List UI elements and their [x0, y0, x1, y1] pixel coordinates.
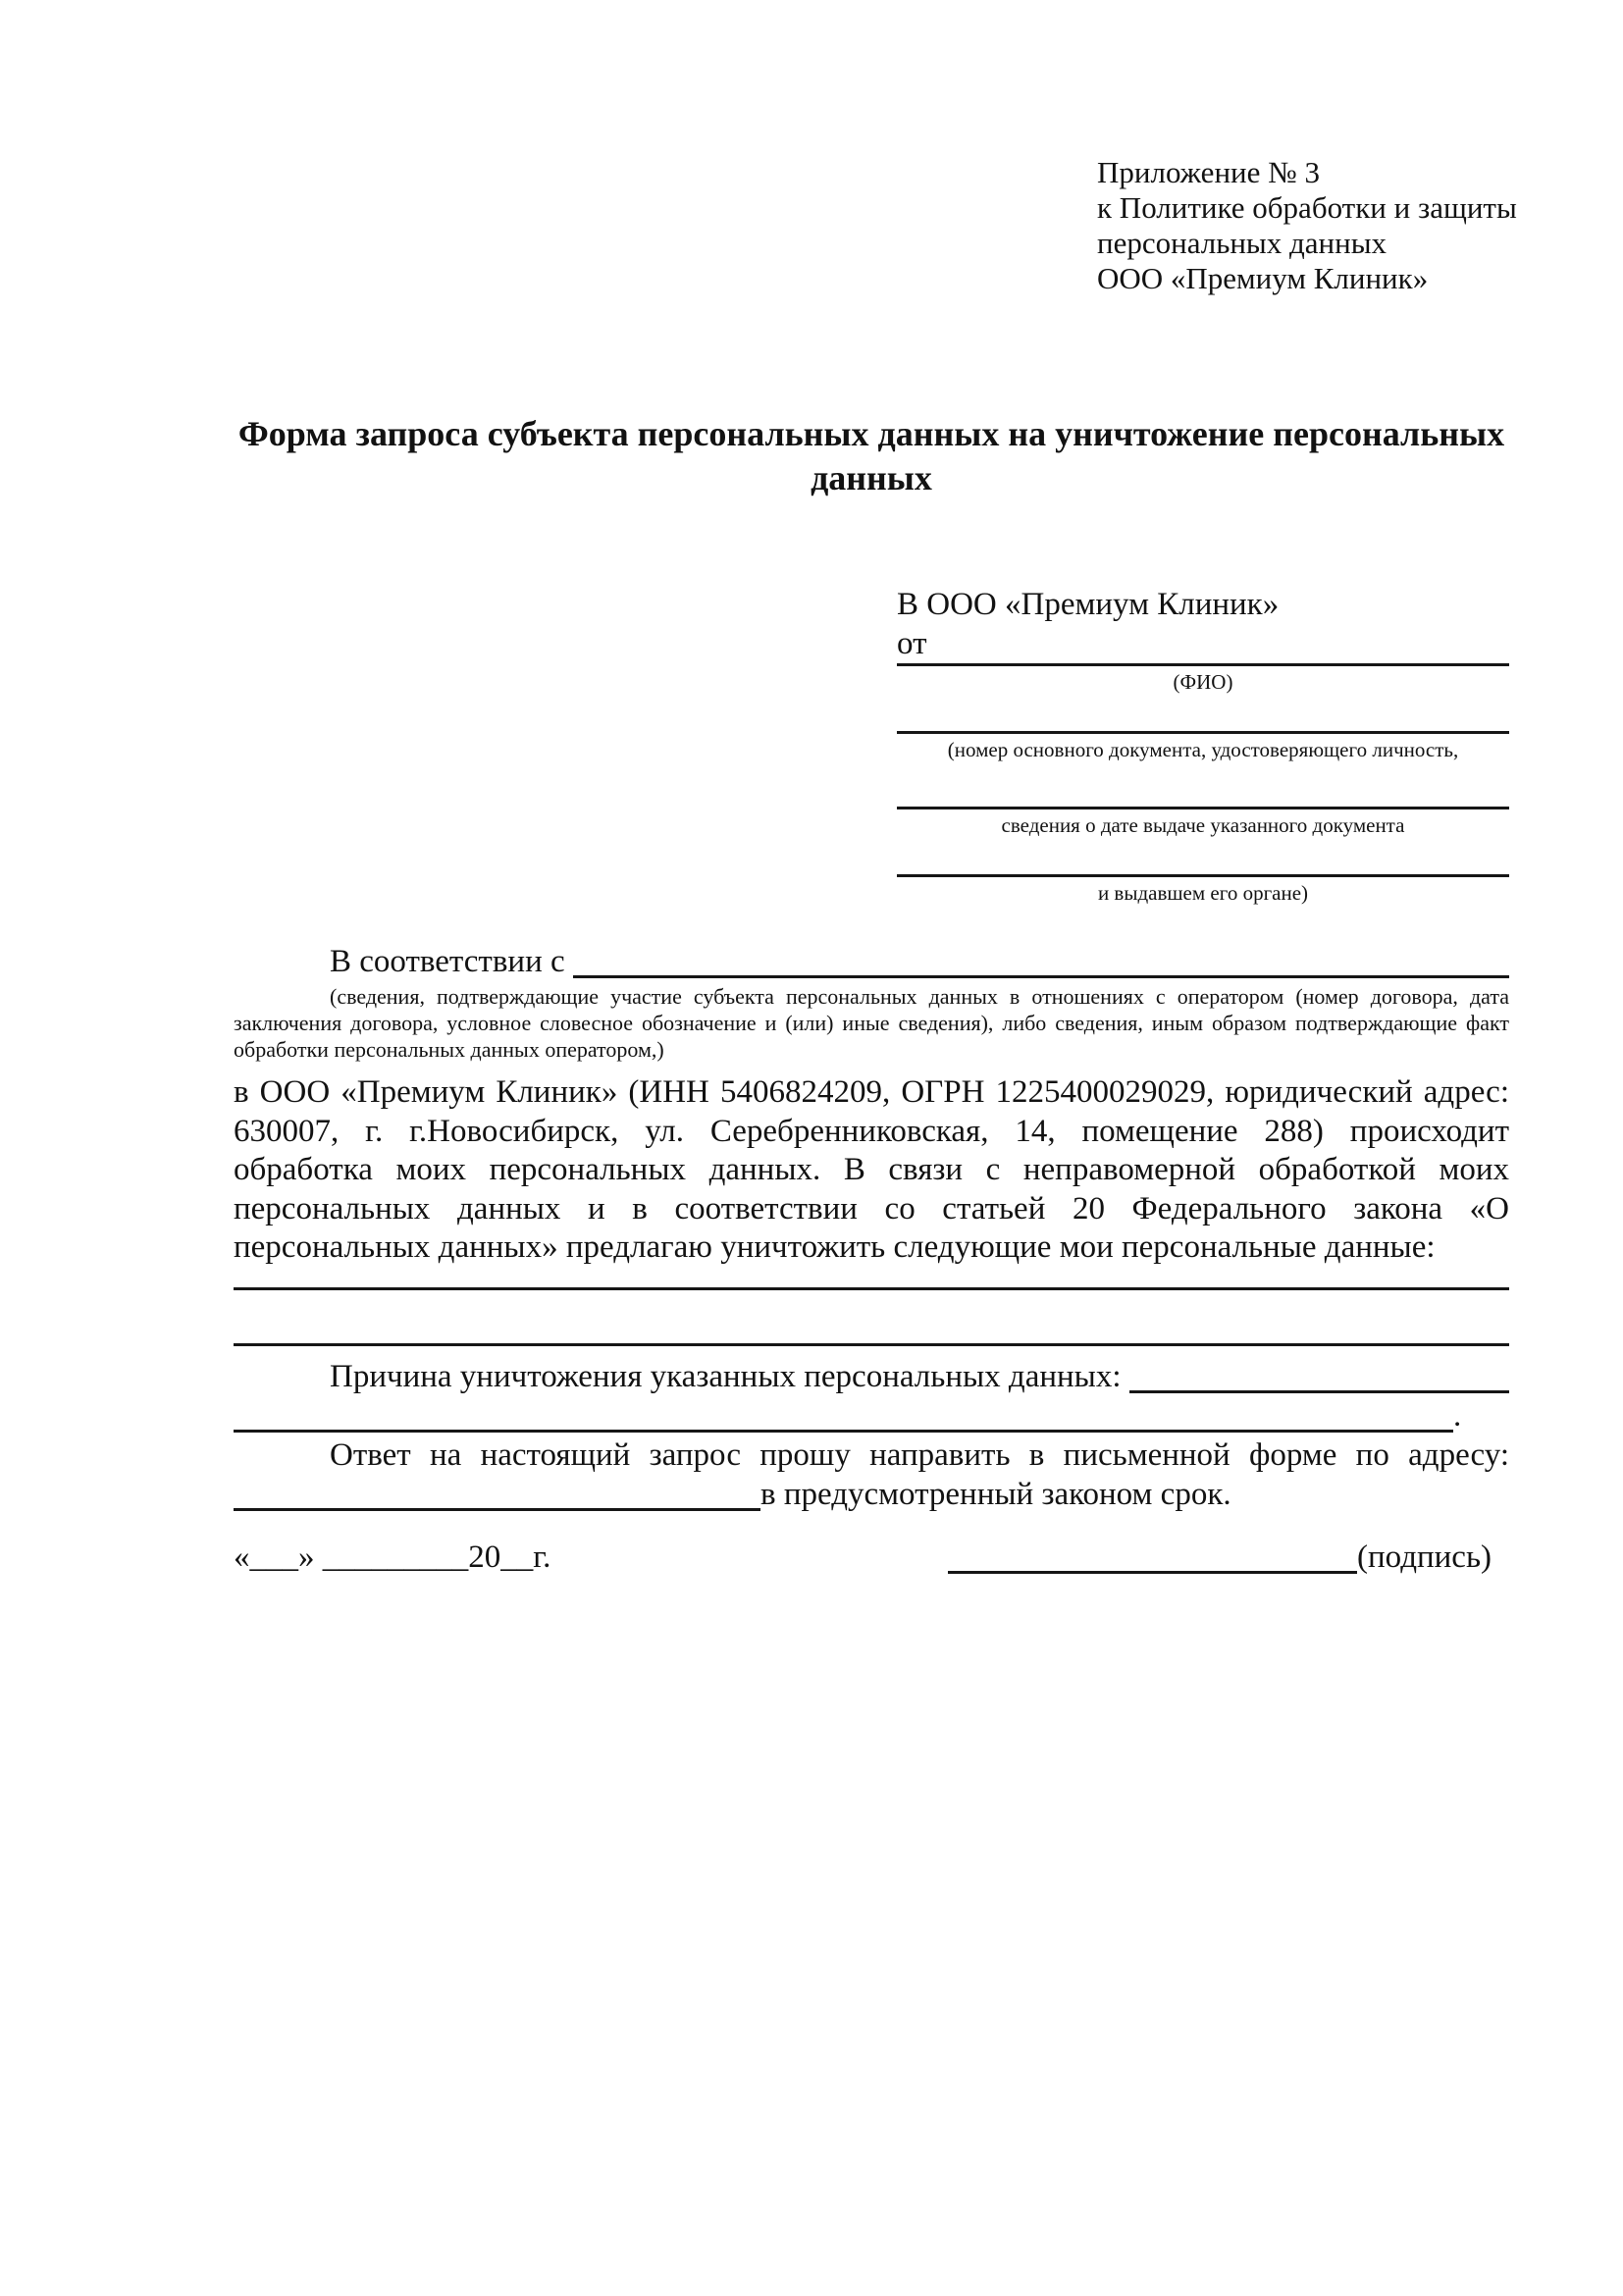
- personal-data-blank-line-2: [234, 1343, 1509, 1346]
- accordance-fine-print: (сведения, подтверждающие участие субъекта персональных данных в отношениях с оператором (номер договора, дата заключения договора, условное словесное обозначение и (или) иные сведения), либо сведения, иным образом подтверждающие факт обработки персональных данных оператором,): [234, 984, 1509, 1062]
- recipient-block: [897, 585, 1509, 907]
- document-title: Форма запроса субъекта персональных данных на уничтожение персональных данных: [237, 414, 1505, 497]
- request-paragraph: в ООО «Премиум Клиник» (ИНН 5406824209, ОГРН 1225400029029, юридический адрес: 630007, г. г.Новосибирск, ул. Серебренниковская, 14, помещение 288) происходит обработка моих персональных данных. В связи с неправомерной обработкой моих персональных данных и в соответствии со статьей 20 Федерального закона «О персональных данных» предлагаю уничтожить следующие мои персональные данные:: [234, 1074, 1509, 1266]
- issue-date-caption: сведения о дате выдаче указанного документа: [1001, 813, 1405, 837]
- issuing-authority-caption: и выдавшем его органе): [1097, 881, 1309, 905]
- footer-row: [234, 1538, 1509, 1577]
- reason-row: [234, 1357, 1509, 1396]
- deadline-text: в предусмотренный законом срок.: [760, 1476, 1231, 1512]
- appendix-line: к Политике обработки и защиты: [1097, 190, 1517, 225]
- document-number-field: [897, 731, 1509, 763]
- signature-group: [948, 1538, 1492, 1577]
- accordance-row: [234, 942, 1509, 981]
- appendix-line: персональных данных: [1097, 226, 1387, 260]
- fio-field: [897, 663, 1509, 696]
- address-row: [234, 1475, 1509, 1514]
- period-mark: .: [1453, 1397, 1462, 1434]
- response-sentence: Ответ на настоящий запрос прошу направить в письменной форме по адресу:: [330, 1436, 1509, 1473]
- appendix-header: [1097, 155, 1517, 296]
- issue-date-field: [897, 807, 1509, 839]
- date-blank: «___» _________20__г.: [234, 1539, 551, 1575]
- fio-caption: (ФИО): [1173, 670, 1233, 694]
- issuing-authority-field: [897, 874, 1509, 907]
- reason-blank-line-2: [234, 1396, 1453, 1433]
- reason-continuation-row: [234, 1396, 1509, 1435]
- address-blank-line: [234, 1475, 760, 1511]
- recipient-organization: В ООО «Премиум Клиник»: [897, 587, 1280, 622]
- document-number-caption: (номер основного документа, удостоверяющего личность,: [947, 738, 1459, 761]
- reason-label: Причина уничтожения указанных персональных данных:: [330, 1358, 1122, 1394]
- accordance-blank-line: [573, 942, 1509, 978]
- reason-blank-line: [1129, 1357, 1509, 1393]
- accordance-label: В соответствии с: [330, 944, 565, 979]
- appendix-line: Приложение № 3: [1097, 155, 1320, 189]
- document-content: [234, 0, 1517, 1577]
- signature-blank-line: [948, 1538, 1357, 1574]
- appendix-line: ООО «Премиум Клиник»: [1097, 261, 1429, 295]
- signature-caption: (подпись): [1357, 1539, 1492, 1575]
- from-label: от: [897, 626, 927, 661]
- personal-data-blank-line-1: [234, 1287, 1509, 1290]
